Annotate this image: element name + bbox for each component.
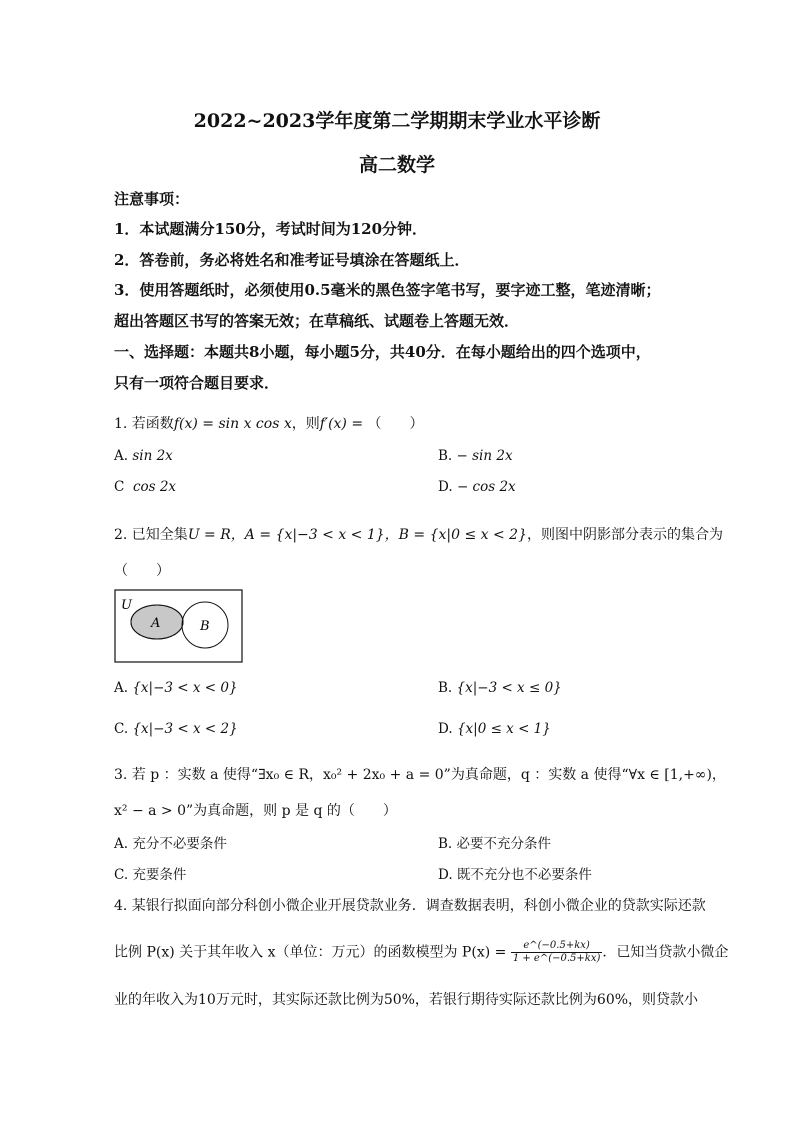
question-1-stem [114, 413, 424, 433]
question-4-stem [114, 940, 728, 965]
option-text: − sin 2x [456, 448, 513, 464]
page-subtitle: 高二数学 [358, 154, 435, 176]
question-4-fraction [511, 940, 603, 965]
question-1-text: ，则 [291, 416, 320, 432]
venn-diagram [114, 589, 244, 663]
question-3-option-d [438, 863, 592, 883]
fraction-numerator: e^(−0.5+kx) [511, 940, 603, 953]
question-4-text: ．已知当贷款小微企 [602, 944, 729, 961]
option-text: {x|0 ≤ x < 1} [456, 721, 551, 737]
option-text: − cos 2x [456, 479, 516, 495]
question-2-math: ，A = {x|−3 < x < 1} [230, 527, 385, 543]
question-4-text: 比例 P(x) 关于其年收入 x（单位：万元）的函数模型为 P(x) = [114, 944, 507, 961]
section-heading: 一、选择题：本题共8小题，每小题5分，共40分．在每小题给出的四个选项中， [114, 343, 651, 361]
question-3-option-c [114, 863, 186, 883]
option-label: C [114, 479, 125, 495]
option-text: 既不充分也不必要条件 [456, 867, 592, 883]
notice-heading: 注意事项： [114, 190, 190, 208]
option-label: C. [114, 721, 129, 737]
question-3-option-a [114, 832, 227, 852]
question-1-option-b [438, 448, 513, 464]
question-3-stem: x² − a > 0”为真命题，则 p 是 q 的（ ） [114, 803, 397, 819]
venn-label-a: A [151, 616, 161, 631]
question-2-option-b [438, 680, 562, 696]
question-2-option-d [438, 721, 551, 737]
option-label: D. [438, 721, 453, 737]
question-1-option-d [438, 479, 516, 495]
question-1-text: 1. 若函数 [114, 416, 174, 432]
option-label: D. [438, 479, 453, 495]
option-text: 必要不充分条件 [456, 836, 552, 852]
venn-label-b: B [200, 619, 210, 634]
option-text: 充分不必要条件 [132, 836, 227, 852]
option-text: 充要条件 [132, 867, 187, 883]
question-2-math: ，B = {x|0 ≤ x < 2} [384, 527, 527, 543]
question-1-math: f′(x) = [319, 416, 364, 432]
question-2-option-a [114, 680, 238, 696]
option-label: A. [114, 836, 129, 852]
question-4-stem: 业的年收入为10万元时，其实际还款比例为50%，若银行期待实际还款比例为60%，则贷款小 [114, 992, 699, 1008]
question-2-paren: （ ） [114, 563, 170, 579]
section-heading: 只有一项符合题目要求． [114, 374, 280, 392]
venn-label-u: U [121, 598, 132, 613]
question-4-stem: 4. 某银行拟面向部分科创小微企业开展贷款业务．调查数据表明，科创小微企业的贷款实际还款 [114, 898, 706, 914]
option-label: B. [438, 836, 453, 852]
question-2-math: U = R [187, 527, 231, 543]
option-label: C. [114, 867, 129, 883]
option-text: {x|−3 < x < 0} [132, 680, 238, 696]
option-label: A. [114, 448, 129, 464]
notice-item: 1．本试题满分150分，考试时间为120分钟． [114, 220, 428, 238]
option-label: D. [438, 867, 453, 883]
notice-item: 2．答卷前，务必将姓名和准考证号填涂在答题纸上． [114, 251, 470, 269]
question-2-text: ，则图中阴影部分表示的集合为 [527, 527, 723, 543]
question-3-option-b [438, 832, 551, 852]
fraction-denominator: 1 + e^(−0.5+kx) [512, 953, 601, 964]
question-1-text: （ ） [367, 416, 424, 432]
page-title: 2022~2023学年度第二学期期末学业水平诊断 [193, 110, 601, 132]
question-1-option-c [114, 479, 176, 495]
option-text: sin 2x [132, 448, 173, 464]
notice-item: 超出答题区书写的答案无效；在草稿纸、试题卷上答题无效． [114, 312, 520, 330]
question-1-option-a [114, 448, 173, 464]
option-text: {x|−3 < x < 2} [132, 721, 238, 737]
question-1-math: f(x) = sin x cos x [173, 416, 292, 432]
option-label: B. [438, 680, 453, 696]
option-label: B. [438, 448, 453, 464]
option-text: {x|−3 < x ≤ 0} [456, 680, 562, 696]
question-2-option-c [114, 721, 238, 737]
option-text: cos 2x [132, 479, 177, 495]
question-2-text: 2. 已知全集 [114, 527, 188, 543]
question-2-stem [114, 524, 723, 544]
notice-item: 3．使用答题纸时，必须使用0.5毫米的黑色签字笔书写，要字迹工整，笔迹清晰； [114, 281, 661, 299]
question-3-stem: 3. 若 p ：实数 a 使得“∃x₀ ∈ R，x₀² + 2x₀ + a = 0”为真命题，q ：实数 a 使得“∀x ∈ [1,+∞)， [114, 767, 726, 783]
option-label: A. [114, 680, 129, 696]
